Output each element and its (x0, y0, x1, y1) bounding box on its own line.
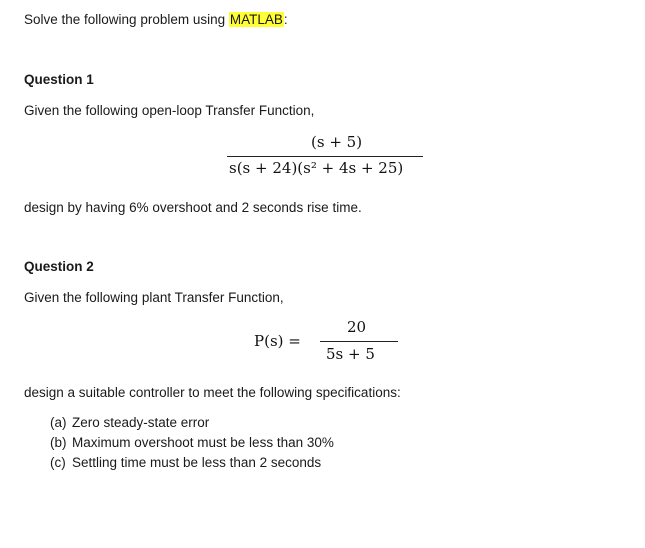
question-1-given: Given the following open-loop Transfer Function, (24, 103, 315, 118)
spec-item-a (50, 415, 209, 430)
q2-denominator: 5s + 5 (326, 345, 375, 363)
q2-numerator: 20 (347, 318, 367, 336)
question-2-design: design a suitable controller to meet the following specifications: (24, 385, 401, 400)
q2-lhs: P(s) = (254, 332, 301, 350)
q1-denominator: s(s + 24)(s² + 4s + 25) (229, 159, 404, 177)
spec-text: Maximum overshoot must be less than 30% (72, 435, 334, 450)
spec-marker: (c) (50, 455, 66, 470)
question-2-heading: Question 2 (24, 259, 94, 274)
matlab-highlight: MATLAB (229, 12, 283, 27)
q1-numerator: (s + 5) (311, 133, 363, 151)
intro-prefix: Solve the following problem using (24, 12, 229, 27)
q1-fraction-bar (227, 156, 423, 157)
spec-text: Settling time must be less than 2 seconds (72, 455, 322, 470)
question-1-heading: Question 1 (24, 72, 94, 87)
spec-item-b (50, 435, 334, 450)
intro-line (24, 12, 288, 27)
spec-text: Zero steady-state error (72, 415, 210, 430)
q2-fraction-bar (320, 341, 398, 342)
spec-marker: (a) (50, 415, 67, 430)
question-2-given: Given the following plant Transfer Function, (24, 290, 284, 305)
spec-item-c (50, 455, 321, 470)
question-1-design: design by having 6% overshoot and 2 seconds rise time. (24, 200, 362, 215)
spec-marker: (b) (50, 435, 67, 450)
intro-suffix: : (283, 12, 288, 27)
